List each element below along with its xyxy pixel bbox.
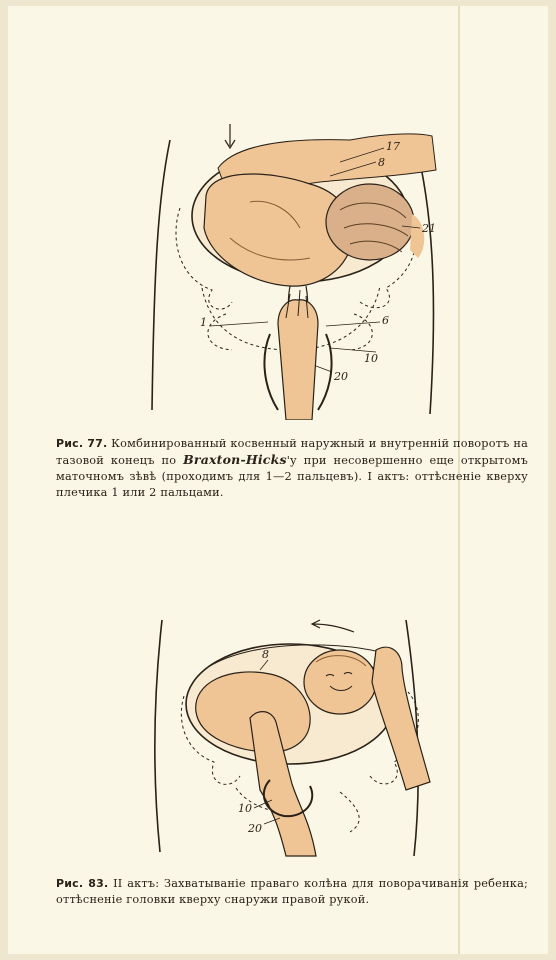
figure-83-illustration	[140, 612, 450, 860]
fig77-number-1: 1	[200, 316, 207, 329]
figure-77-caption	[56, 436, 528, 501]
fig77-number-17: 17	[386, 140, 400, 153]
fig83-number-10: 10	[238, 802, 252, 815]
figure-77-caption-tail: 'у при несовершенно еще открытомъ маточномъ зѣвѣ (проходимъ для 1—2 пальцевъ). I актъ: оттѣсненіе кверху плечика 1 или 2 пальцами.	[56, 454, 528, 499]
fig77-number-6: 6	[382, 314, 389, 327]
figure-83-caption	[56, 876, 528, 908]
figure-83-caption-text: II актъ: Захватываніе праваго колѣна для поворачиванія ребенка; оттѣсненіе головки кверху снаружи правой рукой.	[56, 877, 529, 906]
fig83-number-20: 20	[248, 822, 262, 835]
figure-77-illustration	[140, 118, 450, 420]
figure-77-label: Рис. 77.	[56, 437, 108, 450]
fig77-number-10: 10	[364, 352, 378, 365]
figure-83-label: Рис. 83.	[56, 877, 109, 890]
figure-77-author-name: Braxton-Hicks	[183, 452, 287, 467]
fig83-number-8: 8	[262, 648, 269, 661]
fig77-number-20: 20	[334, 370, 348, 383]
fig77-number-8: 8	[378, 156, 385, 169]
fig77-number-21: 21	[422, 222, 436, 235]
figure-77-caption-text: Комбинированный косвенный наружный и внутренній поворотъ на тазовой конецъ по	[56, 437, 529, 467]
